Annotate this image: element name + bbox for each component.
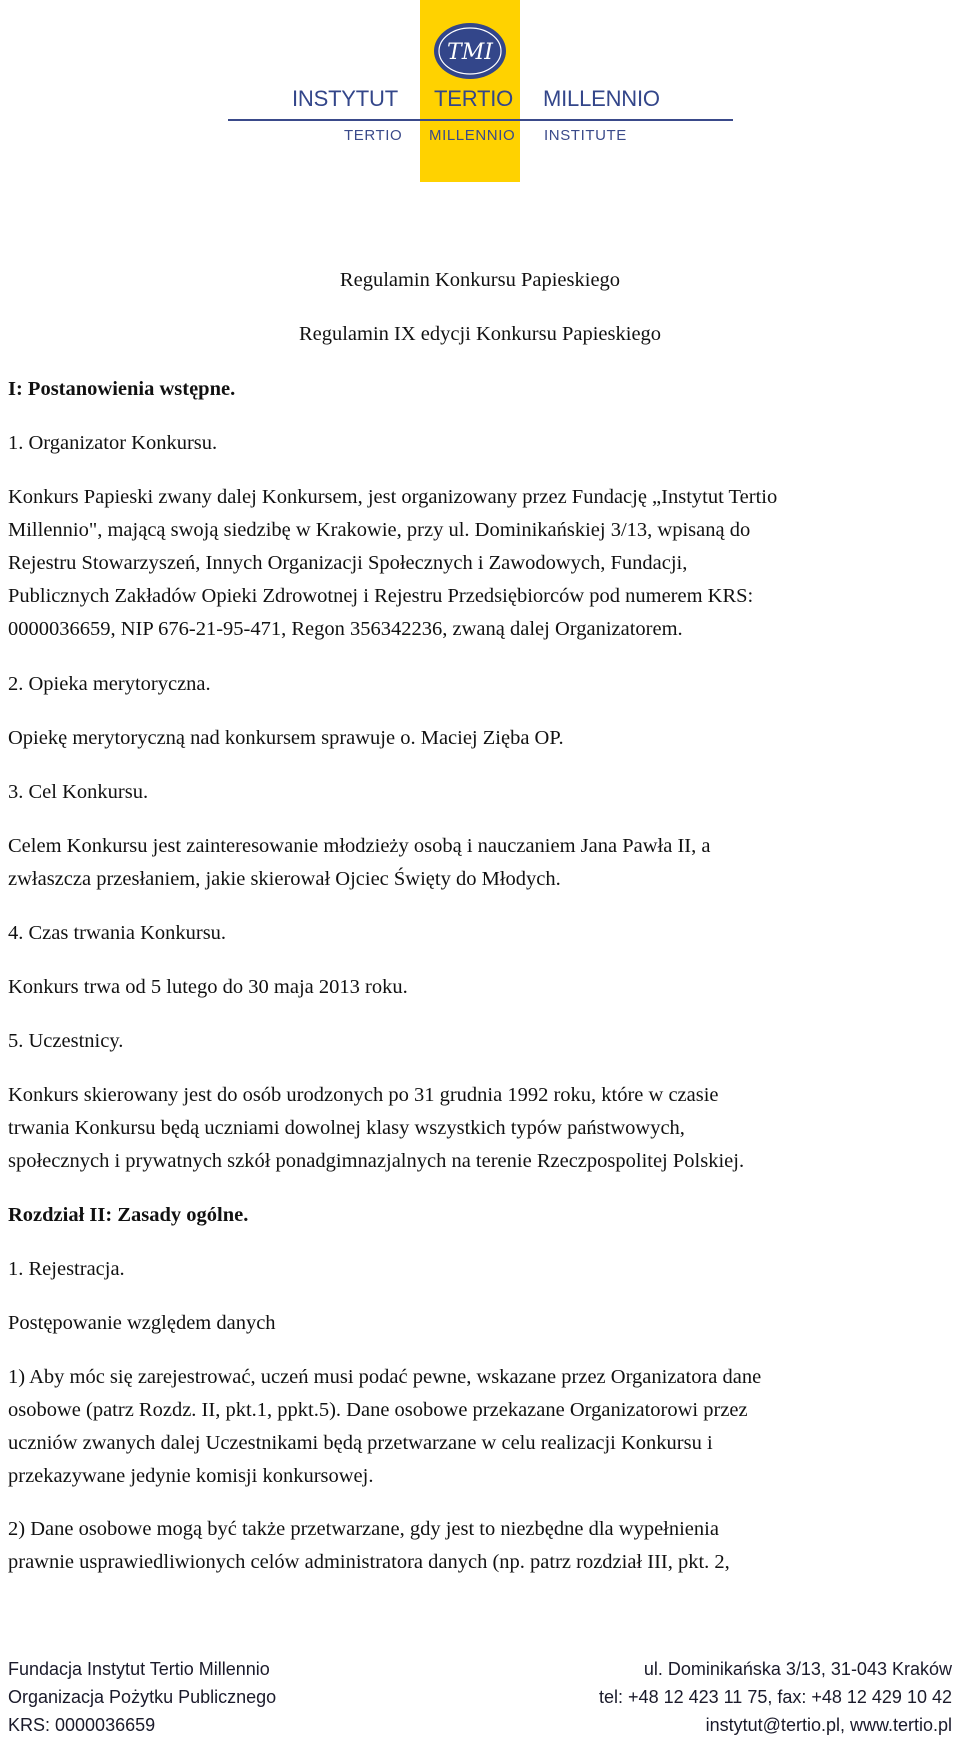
logo-sub-institute: INSTITUTE: [544, 127, 627, 144]
paragraph-line: Millennio", mającą swoją siedzibę w Krakowie, przy ul. Dominikańskiej 3/13, wpisaną do: [8, 519, 751, 541]
point-2-paragraph: [8, 1513, 948, 1579]
paragraph-line: osobowe (patrz Rozdz. II, pkt.1, ppkt.5). Dane osobowe przekazane Organizatorowi przez: [8, 1399, 748, 1421]
paragraph-line: Publicznych Zakładów Opieki Zdrowotnej i Rejestru Przedsiębiorców pod numerem KRS:: [8, 585, 754, 607]
item-2-heading: 2. Opieka merytoryczna.: [8, 673, 211, 695]
item-3-heading: 3. Cel Konkursu.: [8, 781, 149, 803]
paragraph-line: uczniów zwanych dalej Uczestnikami będą przetwarzane w celu realizacji Konkursu i: [8, 1432, 713, 1454]
item-3-paragraph: [8, 830, 948, 896]
logo-sub-millennio: MILLENNIO: [429, 127, 516, 144]
subsection-1-intro: Postępowanie względem danych: [8, 1312, 276, 1334]
paragraph-line: 2) Dane osobowe mogą być także przetwarzane, gdy jest to niezbędne dla wypełnienia: [8, 1518, 719, 1540]
logo-sub-tertio: TERTIO: [344, 127, 403, 144]
section-2-heading: Rozdział II: Zasady ogólne.: [8, 1204, 249, 1226]
logo-word-instytut: INSTYTUT: [292, 86, 398, 111]
paragraph-line: zwłaszcza przesłaniem, jakie skierował Ojciec Święty do Młodych.: [8, 868, 561, 890]
paragraph-line: przekazywane jedynie komisji konkursowej.: [8, 1465, 374, 1487]
page-footer: [0, 1655, 960, 1741]
paragraph-line: 1) Aby móc się zarejestrować, uczeń musi podać pewne, wskazane przez Organizatora dane: [8, 1366, 762, 1388]
document-title: Regulamin Konkursu Papieskiego: [339, 269, 621, 291]
item-4-heading: 4. Czas trwania Konkursu.: [8, 922, 227, 944]
paragraph-line: trwania Konkursu będą uczniami dowolnej klasy wszystkich typów państwowych,: [8, 1117, 685, 1139]
footer-email-web[interactable]: instytut@tertio.pl, www.tertio.pl: [705, 1715, 952, 1735]
paragraph-line: społecznych i prywatnych szkół ponadgimnazjalnych na terenie Rzeczpospolitej Polskiej.: [8, 1150, 745, 1172]
logo-subtitle: [228, 127, 733, 161]
footer-address: ul. Dominikańska 3/13, 31-043 Kraków: [643, 1659, 952, 1679]
item-1-heading: 1. Organizator Konkursu.: [8, 432, 218, 454]
paragraph-line: prawnie usprawiedliwionych celów administratora danych (np. patrz rozdział III, pkt. 2,: [8, 1551, 730, 1573]
logo-wordmark: [228, 86, 733, 120]
subsection-1-heading: 1. Rejestracja.: [8, 1258, 125, 1280]
footer-phone-fax: tel: +48 12 423 11 75, fax: +48 12 429 10 42: [599, 1687, 952, 1707]
item-5-paragraph: [8, 1079, 948, 1178]
logo-word-tertio: TERTIO: [434, 86, 514, 111]
paragraph-line: 0000036659, NIP 676-21-95-471, Regon 356342236, zwaną dalej Organizatorem.: [8, 618, 683, 640]
section-1-heading: I: Postanowienia wstępne.: [8, 378, 236, 400]
item-2-text: Opiekę merytoryczną nad konkursem sprawuje o. Maciej Zięba OP.: [8, 727, 564, 749]
footer-org-name: Fundacja Instytut Tertio Millennio: [8, 1659, 270, 1679]
footer-org-status: Organizacja Pożytku Publicznego: [8, 1687, 277, 1707]
item-1-paragraph: [8, 481, 948, 646]
paragraph-line: Rejestru Stowarzyszeń, Innych Organizacji Społecznych i Zawodowych, Fundacji,: [8, 552, 688, 574]
item-4-text: Konkurs trwa od 5 lutego do 30 maja 2013 roku.: [8, 976, 408, 998]
footer-krs: KRS: 0000036659: [8, 1715, 156, 1735]
point-1-paragraph: [8, 1361, 948, 1493]
document-subtitle: Regulamin IX edycji Konkursu Papieskiego: [298, 323, 662, 345]
logo-monogram: TMI: [447, 40, 493, 65]
paragraph-line: Konkurs skierowany jest do osób urodzonych po 31 grudnia 1992 roku, które w czasie: [8, 1084, 719, 1106]
paragraph-line: Konkurs Papieski zwany dalej Konkursem, jest organizowany przez Fundację „Instytut Tertio: [8, 486, 778, 508]
paragraph-line: Celem Konkursu jest zainteresowanie młodzieży osobą i nauczaniem Jana Pawła II, a: [8, 835, 711, 857]
item-5-heading: 5. Uczestnicy.: [8, 1030, 124, 1052]
logo-word-millennio: MILLENNIO: [543, 86, 660, 111]
